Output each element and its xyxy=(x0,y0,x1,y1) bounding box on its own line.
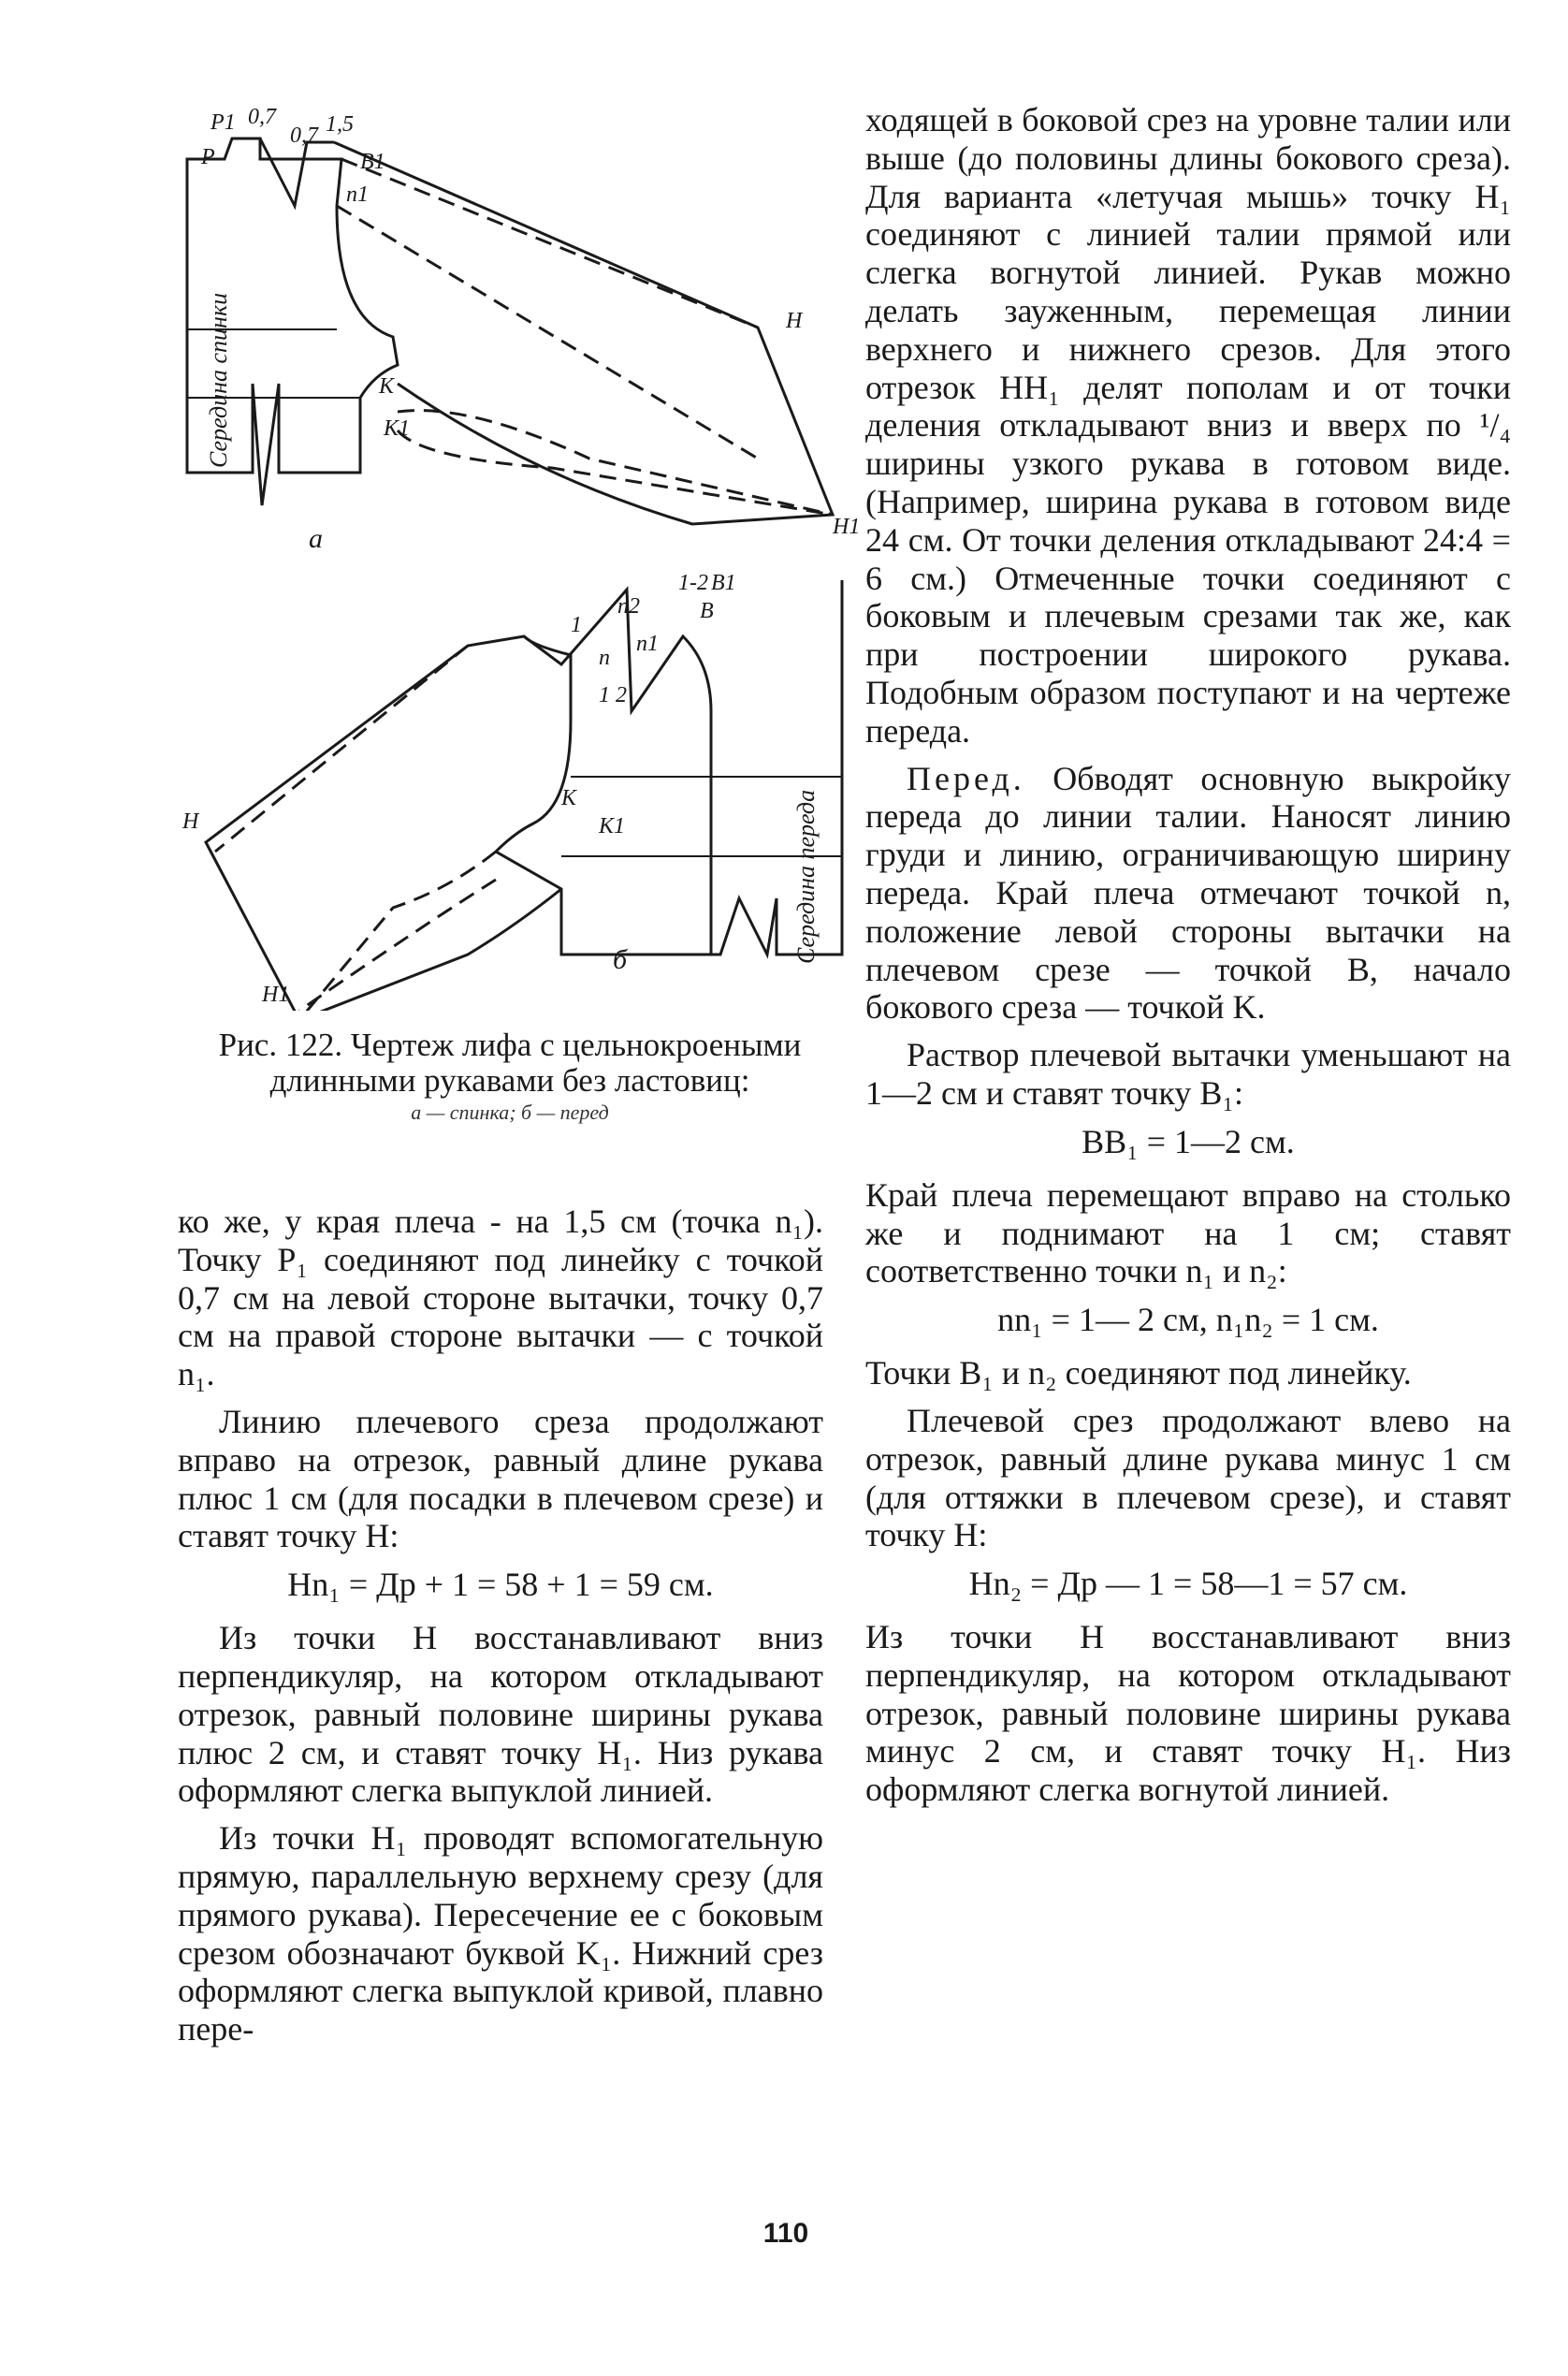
paragraph: ходящей в боковой срез на уровне талии или выше (до половины длины бокового среза). Для варианта «летучая мышь» точку H₁ соединяют с линией талии прямой или слегка вогнутой линией. Рукав можно делать зауженным, перемещая линии верхнего и нижнего срезов. Для этого отрезок HH₁ делят пополам и от точки деления откладывают вниз и вверх по ¹/₄ ширины узкого рукава в готовом виде. (Например, ширина рукава в готовом виде 24 см. От точки деления откладывают 24:4 = 6 см.) Отмеченные точки соединяют с боковым и плечевым срезами так же, как при построении широкого рукава. Подобным образом поступают и на чертеже переда. xyxy=(865,101,1511,750)
figure-b-front xyxy=(206,580,842,1011)
label-b-letter: б xyxy=(613,944,628,975)
label-b-12b: 1 2 xyxy=(599,683,627,707)
caption-subtitle: а — спинка; б — перед xyxy=(411,1101,609,1124)
paragraph-body: Обводят основную выкройку переда до линии талии. Наносят линию груди и линию, ограничивающую ширину переда. Край плеча отмечают точкой n, положение левой стороны вытачки на плечевом срезе — точкой B, начало бокового среза — точкой K. xyxy=(865,759,1511,1027)
caption-title: Рис. 122. Чертеж лифа с цельнокроеными длинными рукавами без ластовиц: xyxy=(218,1027,802,1099)
paragraph: Из точки H восстанавливают вниз перпендикуляр, на котором откладывают отрезок, равный половине ширины рукава минус 2 см, и ставят точку H₁. Низ оформляют слегка вогнутой линией. xyxy=(865,1618,1511,1809)
label-a-n1: B1 xyxy=(360,150,385,174)
figure-a-back xyxy=(187,138,833,524)
label-b-h1: H1 xyxy=(262,983,290,1007)
figure-caption xyxy=(201,1028,819,1127)
paragraph: Плечевой срез продолжают влево на отрезок, равный длине рукава минус 1 см (для оттяжки в плечевом срезе), и ставят точку H: xyxy=(865,1401,1511,1554)
label-a-k: K xyxy=(379,374,395,399)
paragraph: Из точки H₁ проводят вспомогательную прямую, параллельную верхнему срезу (для прямого рукава). Пересечение ее с боковым срезом обозначают буквой K₁. Нижний срез оформляют слегка выпуклой кривой, плавно пере- xyxy=(178,1819,823,2048)
label-a-n: n1 xyxy=(346,182,369,207)
label-b-12: 1-2 xyxy=(678,571,708,595)
page-number: 110 xyxy=(762,2218,809,2249)
label-a-h1: H1 xyxy=(833,515,861,539)
formula: BB₁ = 1—2 см. xyxy=(1082,1122,1295,1160)
label-b-k1: K1 xyxy=(599,814,626,838)
label-b-n1: n1 xyxy=(636,632,659,656)
label-a-p1: P1 xyxy=(211,110,236,135)
label-b-k: K xyxy=(561,786,577,810)
formula: nn₁ = 1— 2 см, n₁n₂ = 1 см. xyxy=(997,1301,1379,1339)
paragraph: Точки B₁ и n₂ соединяют под линейку. xyxy=(865,1354,1412,1392)
label-a-07b: 0,7 xyxy=(290,124,318,148)
label-b-n2: n2 xyxy=(617,594,640,619)
paragraph xyxy=(865,760,1511,1028)
label-b-front-side: Середина переда xyxy=(792,789,820,964)
formula: Hn₁ = Др + 1 = 58 + 1 = 59 см. xyxy=(287,1566,714,1604)
label-a-letter: а xyxy=(309,523,323,554)
label-b-b1: B1 xyxy=(711,571,736,595)
right-column xyxy=(865,101,1511,1818)
paragraph: Из точки H восстанавливают вниз перпендикуляр, на котором откладывают отрезок, равный половине ширины рукава плюс 2 см, и ставят точку H₁. Низ рукава оформляют слегка выпуклой линией. xyxy=(178,1619,823,1810)
label-a-k1: K1 xyxy=(384,416,411,441)
left-column xyxy=(178,1203,823,2058)
section-lead: Перед. xyxy=(907,759,1025,797)
label-b-h: H xyxy=(182,809,199,834)
label-a-07a: 0,7 xyxy=(248,105,276,129)
label-a-back-side: Середина спинки xyxy=(205,292,232,468)
label-a-15: 1,5 xyxy=(326,112,354,137)
paragraph: Раствор плечевой вытачки уменьшают на 1—2 см и ставят точку B₁: xyxy=(865,1036,1511,1112)
label-b-1: 1 xyxy=(571,613,582,637)
label-a-h: H xyxy=(786,309,803,333)
label-a-p: P xyxy=(201,145,215,169)
paragraph: ко же, у края плеча - на 1,5 см (точка n₁). Точку P₁ соединяют под линейку с точкой 0,7 см на левой стороне вытачки, точку 0,7 см на правой стороне вытачки — с точкой n₁. xyxy=(178,1203,823,1393)
label-b-n: n xyxy=(599,646,610,670)
formula: Hn₂ = Др — 1 = 58—1 = 57 см. xyxy=(968,1565,1408,1603)
pattern-drawing xyxy=(159,66,870,1011)
paragraph: Линию плечевого среза продолжают вправо на отрезок, равный длине рукава плюс 1 см (для посадки в плечевом срезе) и ставят точку H: xyxy=(178,1402,823,1555)
paragraph: Край плеча перемещают вправо на столько же и поднимают на 1 см; ставят соответственно точки n₁ и n₂: xyxy=(865,1175,1511,1290)
label-b-b: B xyxy=(700,599,714,623)
